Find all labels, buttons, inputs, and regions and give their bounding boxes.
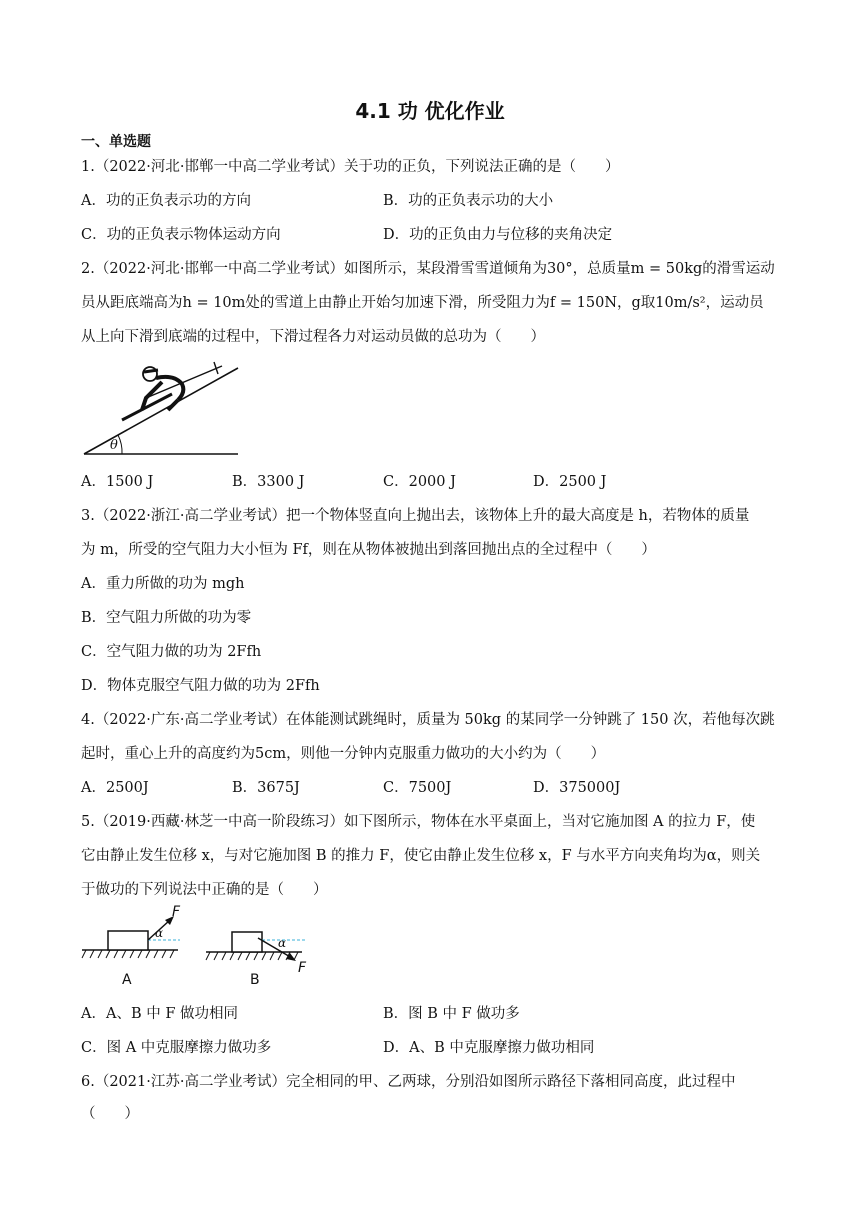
q5-option-a: A．A、B 中 F 做功相同: [81, 1006, 238, 1022]
q5-stem-line3: 于做功的下列说法中正确的是（ ）: [81, 882, 328, 898]
q5-option-b: B．图 B 中 F 做功多: [383, 1006, 520, 1022]
q5-stem-line1: 5.（2019·西藏·林芝一中高一阶段练习）如下图所示，物体在水平桌面上，当对它施加图 A 的拉力 F，使: [81, 814, 756, 830]
q4-stem-line2: 起时，重心上升的高度约为5cm，则他一分钟内克服重力做功的大小约为（ ）: [81, 746, 606, 762]
q5-fig-b-label: B: [250, 972, 260, 988]
page-title: 4.1 功 优化作业: [355, 99, 505, 123]
q2-ski-slope-figure: [82, 358, 242, 458]
q1-option-a: A．功的正负表示功的方向: [81, 193, 251, 209]
q4-stem-line1: 4.（2022·广东·高二学业考试）在体能测试跳绳时，质量为 50kg 的某同学一分钟跳了 150 次，若他每次跳: [81, 712, 775, 728]
q2-option-b: B．3300 J: [232, 474, 305, 490]
q1-option-c: C．功的正负表示物体运动方向: [81, 227, 281, 243]
q1-option-d: D．功的正负由力与位移的夹角决定: [383, 227, 613, 243]
q3-stem-line1: 3.（2022·浙江·高二学业考试）把一个物体竖直向上抛出去，该物体上升的最大高度是 h，若物体的质量: [81, 508, 750, 524]
q2-option-c: C．2000 J: [383, 474, 456, 490]
q2-option-a: A．1500 J: [81, 474, 154, 490]
q5-figure-a: [82, 906, 182, 966]
q3-option-c: C．空气阻力做的功为 2Ffh: [81, 644, 262, 660]
q6-stem-line1: 6.（2021·江苏·高二学业考试）完全相同的甲、乙两球，分别沿如图所示路径下落相同高度，此过程中: [81, 1074, 736, 1090]
q2-option-d: D．2500 J: [533, 474, 607, 490]
q4-option-d: D．375000J: [533, 780, 621, 796]
q6-stem-line2: （ ）: [81, 1106, 139, 1122]
q5-stem-line2: 它由静止发生位移 x，与对它施加图 B 的推力 F，使它由静止发生位移 x，F 与水平方向夹角均为α，则关: [81, 848, 761, 864]
q5-option-d: D．A、B 中克服摩擦力做功相同: [383, 1040, 595, 1056]
q5-option-c: C．图 A 中克服摩擦力做功多: [81, 1040, 272, 1056]
q5-fig-b-angle-label: α: [278, 936, 287, 950]
q5-fig-a-label: A: [122, 972, 132, 988]
q3-stem-line2: 为 m，所受的空气阻力大小恒为 Ff，则在从物体被抛出到落回抛出点的全过程中（ ）: [81, 542, 656, 558]
q5-fig-a-force-label: F: [172, 904, 181, 920]
q5-fig-a-angle-label: α: [155, 926, 164, 940]
q3-option-b: B．空气阻力所做的功为零: [81, 610, 252, 626]
q4-option-b: B．3675J: [232, 780, 300, 796]
q4-option-c: C．7500J: [383, 780, 452, 796]
q5-fig-b-force-label: F: [298, 960, 307, 976]
section-heading: 一、单选题: [81, 134, 151, 150]
q3-option-a: A．重力所做的功为 mgh: [81, 576, 245, 592]
q1-stem: 1.（2022·河北·邯郸一中高二学业考试）关于功的正负，下列说法正确的是（ ）: [81, 159, 620, 175]
q2-angle-label: θ: [110, 438, 118, 453]
q1-option-b: B．功的正负表示功的大小: [383, 193, 554, 209]
q2-stem-line1: 2.（2022·河北·邯郸一中高二学业考试）如图所示，某段滑雪雪道倾角为30°，总质量m = 50kg的滑雪运动: [81, 261, 775, 277]
q3-option-d: D．物体克服空气阻力做的功为 2Ffh: [81, 678, 320, 694]
q4-option-a: A．2500J: [81, 780, 149, 796]
q2-stem-line2: 员从距底端高为h = 10m处的雪道上由静止开始匀加速下滑，所受阻力为f = 150N，g取10m/s²，运动员: [81, 295, 764, 311]
q2-stem-line3: 从上向下滑到底端的过程中，下滑过程各力对运动员做的总功为（ ）: [81, 329, 545, 345]
